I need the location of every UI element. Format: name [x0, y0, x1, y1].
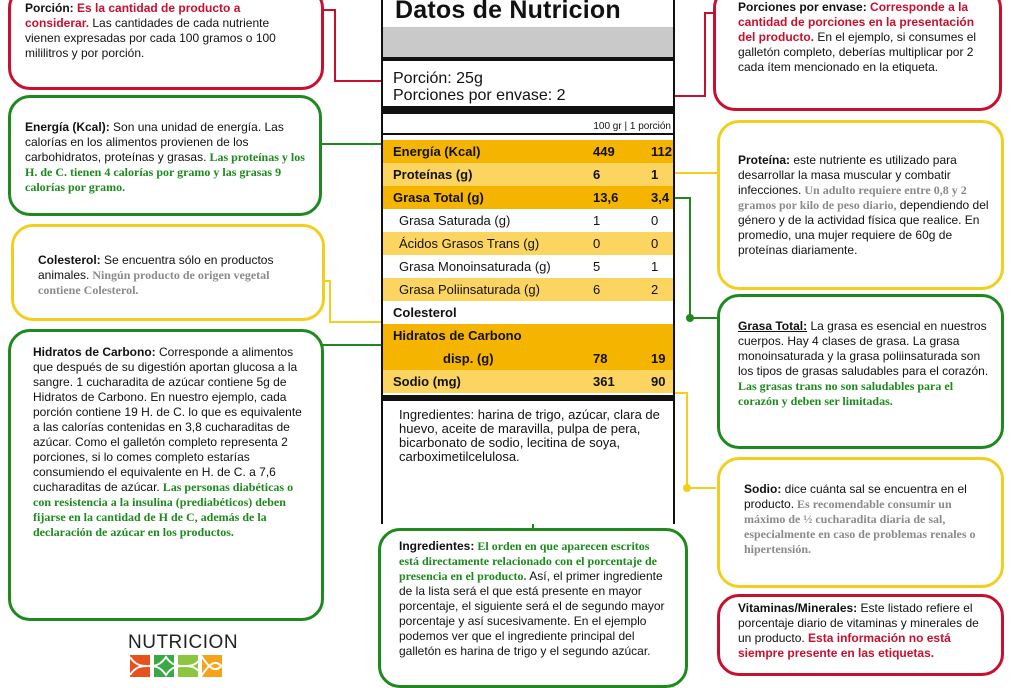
note-colesterol [11, 224, 325, 321]
row-hidratos [383, 324, 673, 370]
row-label: Proteínas (g) [393, 167, 473, 182]
dot-sodio-end [683, 484, 691, 492]
note-text: Se encuentra sólo en productos animales. [38, 253, 274, 282]
note-highlight: Corresponde a la cantidad de porciones en la presentación del producto. [738, 0, 975, 44]
row-colesterol [383, 301, 673, 324]
value-100g: 6 [593, 282, 601, 297]
note-title: Porción: [25, 1, 74, 15]
note-vitaminas [717, 594, 1004, 676]
value-100g: 13,6 [593, 190, 619, 205]
row-grasa-saturada [383, 209, 673, 232]
note-text: Son una unidad de energía. Las calorías en los alimentos provienen de los carbohidratos, proteínas y grasas. [25, 120, 284, 164]
row-label: Grasa Saturada (g) [399, 213, 511, 228]
label-thin-divider [383, 133, 673, 135]
note-title: Proteína: [738, 153, 791, 167]
note-text: este nutriente es utilizado para desarrollar la masa muscular y combatir infecciones. [738, 153, 957, 197]
value-portion: 90 [651, 374, 666, 389]
connector-porcion [313, 10, 388, 81]
row-acidos-trans [383, 232, 673, 255]
value-portion: 3,4 [651, 190, 670, 205]
note-title: Grasa Total: [738, 319, 808, 333]
note-grasa-total [717, 294, 1004, 449]
connector-colesterol [316, 281, 388, 322]
note-ingredientes [378, 528, 688, 688]
row-grasa-poli [383, 278, 673, 301]
value-100g: 78 [593, 351, 608, 366]
label-thick-divider [383, 106, 673, 114]
dot-grasa-end [686, 314, 694, 322]
servings-per-container: Porciones por envase: 2 [393, 87, 566, 104]
row-label: Grasa Poliinsaturada (g) [399, 282, 540, 297]
row-energia [383, 140, 673, 163]
note-title: Colesterol: [38, 253, 101, 267]
value-portion: 1 [651, 259, 659, 274]
note-text: Este listado refiere el porcentaje diario de vitaminas y minerales de un producto. [738, 601, 979, 645]
ingredients-list: Ingredientes: harina de trigo, azúcar, clara de huevo, aceite de maravilla, pulpa de pera, bicarbonato de sodio, lecitina de soya, carboximetilcelulosa. [399, 407, 660, 464]
note-text: Así, el primer ingrediente de la lista será el que está presente en mayor porcentaje, el siguiente será el de segundo mayor porcentaje y así sucesivamente. En el ejemplo podemos ver que el ingrediente principal del galletón es harina de trigo y el segundo azúcar. [399, 569, 665, 658]
note-porcion [8, 0, 324, 90]
note-text: En el ejemplo, si consumes el galletón completo, deberías multiplicar por 2 cada ítem mencionado en la etiqueta. [738, 30, 977, 74]
value-portion: 1 [651, 167, 659, 182]
note-title: Vitaminas/Minerales: [738, 601, 858, 615]
label-bottom-divider [383, 395, 673, 401]
value-portion: 0 [651, 236, 659, 251]
row-label: Colesterol [393, 305, 457, 320]
note-sodio [717, 457, 1004, 588]
row-label: Grasa Total (g) [393, 190, 484, 205]
dna-icon [130, 655, 222, 677]
nutricion-logo [128, 632, 238, 654]
label-title: Datos de Nutricion [395, 0, 621, 24]
note-hidratos [8, 329, 324, 621]
value-portion: 19 [651, 351, 666, 366]
note-proteina [717, 120, 1004, 290]
value-100g: 1 [593, 213, 601, 228]
note-porciones-envase [713, 0, 1002, 111]
logo-text: NUTRICION [128, 632, 239, 653]
note-text: dice cuánta sal se encuentra en el producto. [744, 482, 967, 511]
note-highlight: Ningún producto de origen vegetal contiene Colesterol. [38, 268, 270, 297]
note-highlight: Las grasas trans no son saludables para el corazón y deben ser limitadas. [738, 379, 954, 408]
label-divider [383, 57, 673, 61]
note-title: Hidratos de Carbono: [33, 345, 156, 359]
portion-size: Porción: 25g [393, 70, 483, 87]
nutrition-label [381, 0, 675, 524]
value-100g: 5 [593, 259, 601, 274]
note-text: La grasa es esencial en nuestros cuerpos. Hay 4 clases de grasa. La grasa monoinsaturada y la grasa poliinsaturada son los tipos de grasas saludables para el corazón. [738, 319, 989, 378]
note-highlight: Las personas diabéticas o con resistencia a la insulina (prediabéticos) deben fijarse en la cantidad de H de C, además de la declaración de azúcar en los productos. [33, 480, 294, 539]
row-label-disp: disp. (g) [443, 351, 494, 366]
note-text: Corresponde a alimentos que después de su digestión aportan glucosa a la sangre. 1 cucharadita de azúcar contiene 5g de Hidratos de Carbono. En nuestro ejemplo, cada porción contiene 19 H. de C. lo que es equivalente a las calorías contenidas en 3,8 cucharaditas de azúcar. Como el galletón completo representa 2 porciones, si lo comes completo estarías consumiendo el equivalente en H. de C. a 7,6 cucharaditas de azúcar. [33, 345, 302, 494]
row-sodio [383, 370, 673, 393]
note-title: Ingredientes: [399, 539, 475, 553]
row-proteinas [383, 163, 673, 186]
row-label: Energía (Kcal) [393, 144, 481, 159]
row-grasa-mono [383, 255, 673, 278]
row-grasa-total [383, 186, 673, 209]
row-label: Ácidos Grasos Trans (g) [399, 236, 540, 251]
row-label: Sodio (mg) [393, 374, 461, 389]
row-label: Hidratos de Carbono [393, 328, 522, 343]
note-highlight: Esta información no está siempre presente en las etiquetas. [738, 631, 951, 660]
note-title: Porciones por envase: [738, 0, 867, 14]
note-text: Las cantidades de cada nutriente vienen expresadas por cada 100 gramos o 100 mililitros y por porción. [25, 16, 276, 60]
per-serving-header: 100 gr | 1 porción [593, 121, 671, 132]
note-highlight: Las proteínas y los H. de C. tienen 4 calorías por gramo y las grasas 9 calorías por gramo. [25, 150, 305, 194]
value-100g: 449 [593, 144, 615, 159]
value-portion: 0 [651, 213, 659, 228]
value-portion: 112 [651, 144, 672, 159]
value-100g: 0 [593, 236, 601, 251]
note-title: Energía (Kcal): [25, 120, 110, 134]
note-highlight: Un adulto requiere entre 0,8 y 2 gramos por kilo de peso diario, [738, 183, 967, 212]
note-title: Sodio: [744, 482, 782, 496]
portion-info [393, 70, 566, 104]
note-text-2: dependiendo del género y de la actividad física que realice. En promedio, una mujer requiere de 60g de proteínas diariamente. [738, 198, 989, 257]
value-100g: 361 [593, 374, 615, 389]
note-highlight: Es la cantidad de producto a considerar. [25, 1, 241, 30]
label-gray-band [383, 27, 673, 57]
note-highlight: Es recomendable consumir un máximo de ½ cucharadita diaria de sal, especialmente en caso de problemas renales o hipertensión. [744, 497, 976, 556]
value-portion: 2 [651, 282, 659, 297]
note-highlight: El orden en que aparecen escritos está directamente relacionado con el porcentaje de presencia en el producto. [399, 539, 657, 583]
row-label: Grasa Monoinsaturada (g) [399, 259, 551, 274]
value-100g: 6 [593, 167, 601, 182]
note-energia [8, 95, 322, 216]
